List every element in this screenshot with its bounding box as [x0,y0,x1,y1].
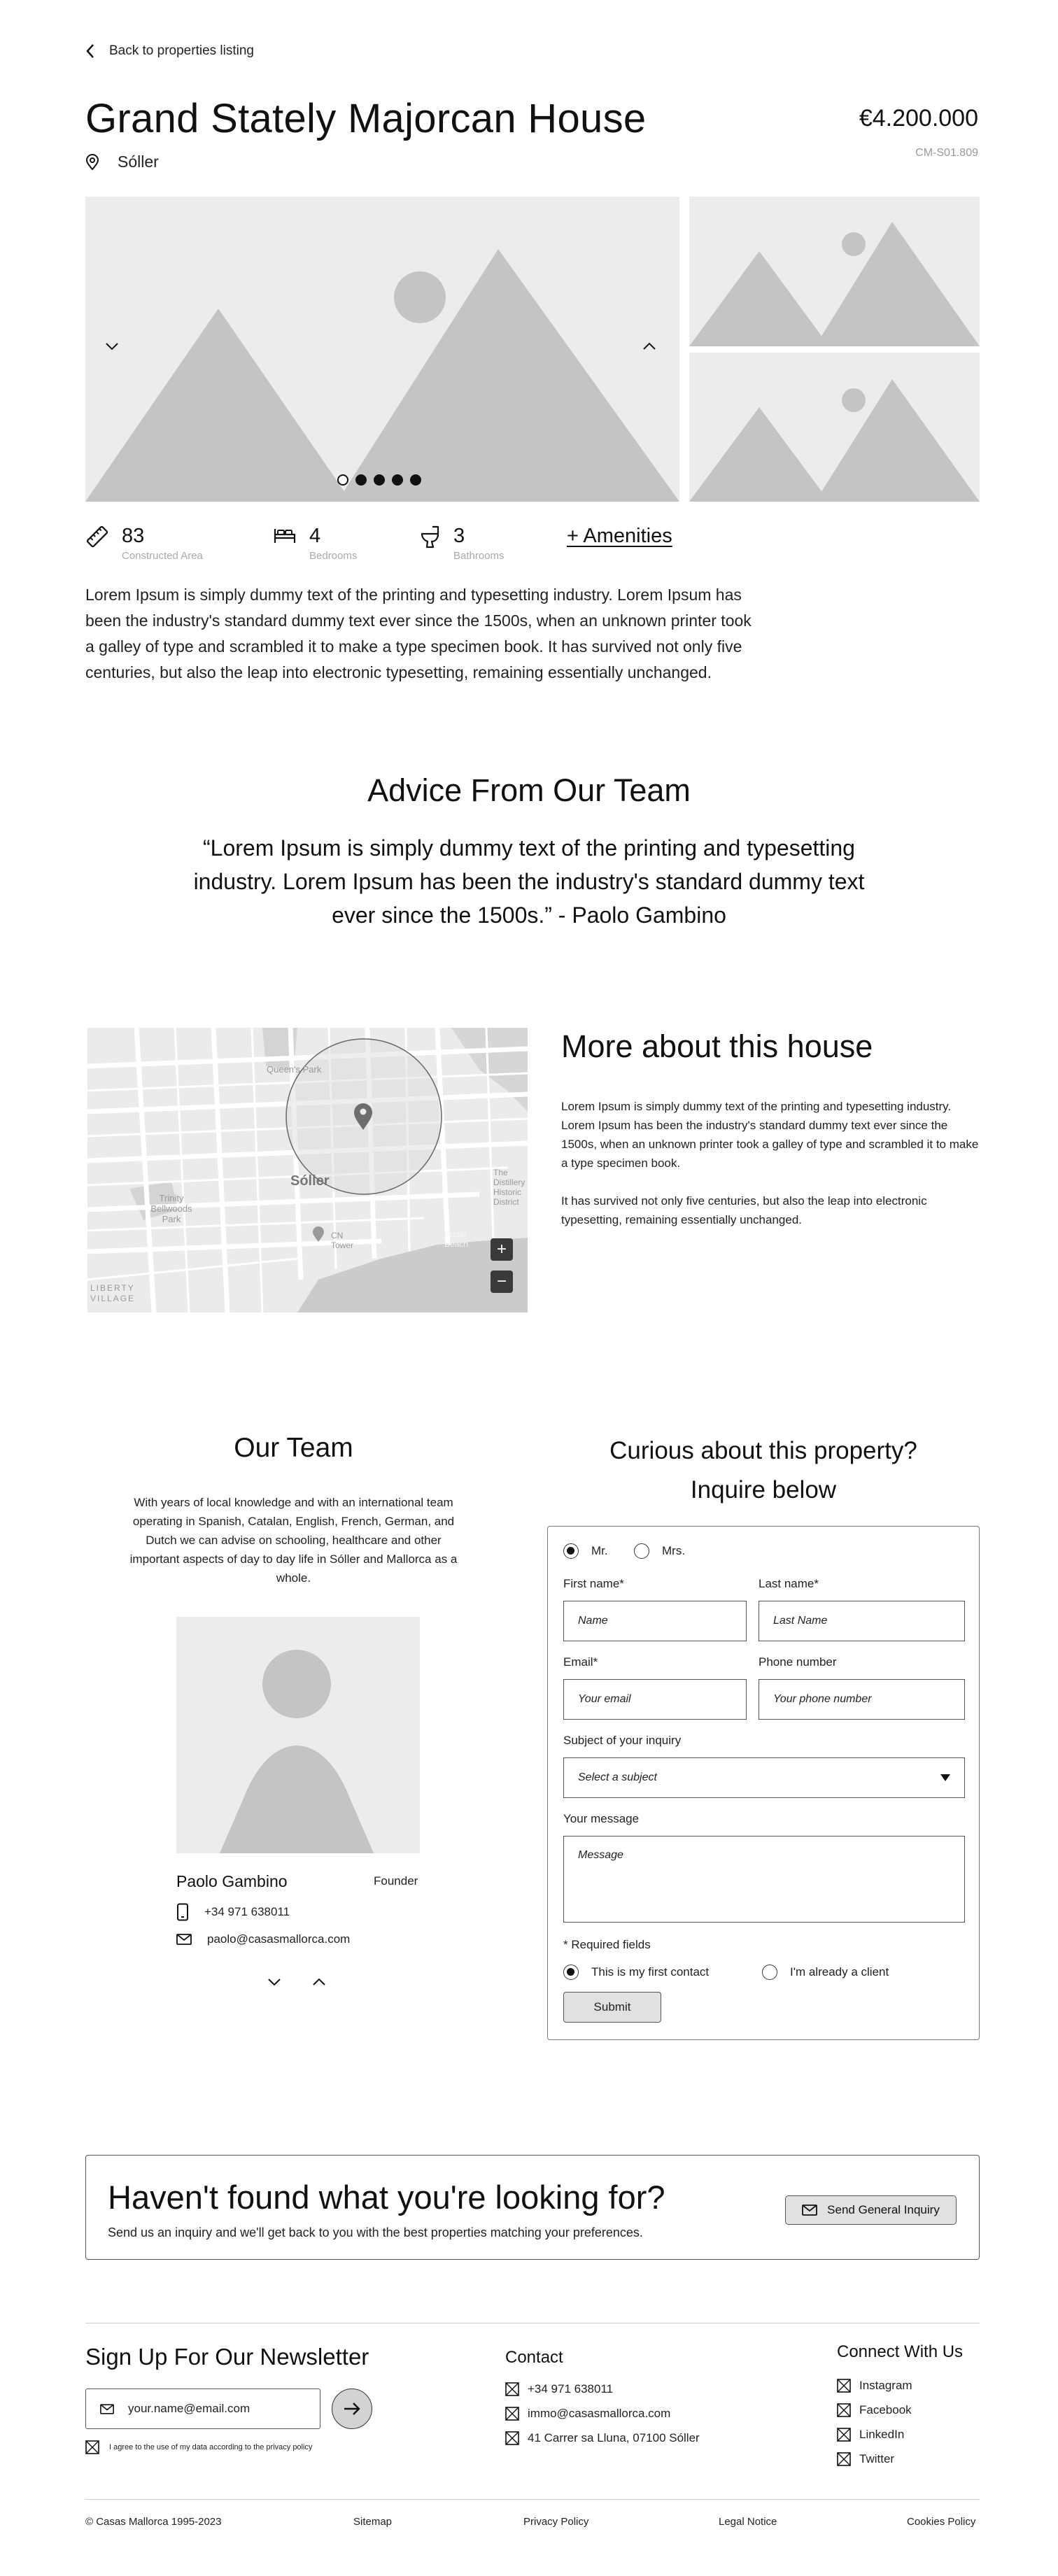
image-placeholder-icon [689,353,980,502]
radio-button[interactable] [563,1543,579,1559]
location-map[interactable] [87,1028,528,1312]
chevron-up-icon [642,342,656,351]
gallery-main-image[interactable] [85,197,679,502]
ruler-icon [85,525,109,549]
radio-label: I'm already a client [790,1965,889,1979]
newsletter-submit-button[interactable] [332,2389,372,2429]
first-name-field[interactable]: Name [563,1601,747,1641]
email-field[interactable]: Your email [563,1679,747,1720]
member-phone-text: +34 971 638011 [204,1905,290,1918]
phone-icon [176,1903,189,1921]
radio-label: Mr. [591,1544,608,1557]
required-note: * Required fields [563,1938,651,1951]
image-placeholder-icon [85,197,679,502]
title-radio-mrs[interactable] [634,1543,685,1559]
banner-text: Send us an inquiry and we'll get back to you with the best properties matching your preferences. [108,2225,643,2239]
gallery-dot[interactable] [374,474,385,486]
subject-label: Subject of your inquiry [563,1734,682,1747]
map-label-distillery: The Distillery Historic District [493,1168,526,1207]
mail-icon [100,2404,114,2414]
radio-button[interactable] [563,1965,579,1980]
spec-value: 3 [453,525,465,547]
subject-select[interactable] [563,1757,965,1798]
gallery-dot[interactable] [337,474,348,486]
newsletter-email-placeholder: your.name@email.com [128,2402,251,2415]
team-heading: Our Team [234,1433,353,1463]
consent-label: I agree to the use of my data according to the privacy policy [109,2443,313,2451]
more-heading: More about this house [561,1028,873,1064]
toilet-icon [420,525,441,549]
submit-button[interactable]: Submit [563,1992,661,2023]
chevron-left-icon [85,43,95,59]
checkbox-icon[interactable] [85,2440,99,2454]
team-text: With years of local knowledge and with an international team operating in Spanish, Catalan, English, French, German, and Dutch we can advise on schooling, healthcare and other important aspects of day to day life in Sóller and Mallorca as a whole. [129,1496,458,1585]
gallery-dot[interactable] [392,474,403,486]
map-label-liberty: LIBERTY VILLAGE [90,1283,136,1303]
gallery-dot[interactable] [410,474,421,486]
connect-heading: Connect With Us [837,2342,964,2361]
social-twitter[interactable] [837,2452,912,2466]
message-field[interactable]: Message [563,1836,965,1923]
map-label-trinity: Trinity Bellwoods Park [150,1193,192,1224]
map-label-soller: Sóller [290,1173,330,1189]
message-label: Your message [563,1812,640,1825]
spec-bedrooms [273,525,357,562]
instagram-icon [837,2379,851,2393]
property-description: Lorem Ipsum is simply dummy text of the printing and typesetting industry. Lorem Ipsum has been the industry's standard dummy text ever since the 1500s, when an unknown printer took a galley of type and scrambled it to make a type specimen book. It has survived not only five centuries, but also the leap into electronic typesetting, remaining essentially unchanged. [85,586,752,681]
radio-label: Mrs. [662,1544,686,1557]
contact-item-label: +34 971 638011 [528,2382,614,2395]
last-name-field[interactable]: Last Name [759,1601,965,1641]
phone-field[interactable]: Your phone number [759,1679,965,1720]
team-prev-button[interactable] [260,1968,288,1996]
person-placeholder-icon [176,1617,420,1853]
property-title: Grand Stately Majorcan House [85,96,647,141]
radio-button[interactable] [762,1965,777,1980]
radio-label: This is my first contact [591,1965,710,1979]
facebook-icon [837,2403,851,2417]
contact-heading: Contact [505,2348,563,2367]
arrow-right-icon [343,2402,361,2416]
mail-icon [505,2407,519,2421]
footer-link-privacy[interactable]: Privacy Policy [523,2516,589,2528]
phone-label: Phone number [759,1655,837,1669]
avatar [176,1617,420,1853]
social-linkedin[interactable] [837,2428,912,2442]
location-icon [505,2431,519,2445]
footer-link-cookies[interactable]: Cookies Policy [907,2516,976,2528]
subject-select-value: Select a subject [578,1771,657,1783]
mail-icon [176,1934,192,1945]
social-facebook[interactable] [837,2403,912,2417]
first-contact-radio[interactable] [563,1965,709,1980]
property-location [85,153,159,171]
back-link[interactable] [85,43,254,59]
general-inquiry-button-label: Send General Inquiry [827,2203,940,2216]
image-placeholder-icon [689,197,980,346]
general-inquiry-button[interactable] [785,2195,957,2225]
location-label: Sóller [118,153,159,171]
newsletter-email-field[interactable] [85,2389,320,2429]
map-label-sugar-beach: Sugar Beach [444,1229,469,1249]
first-name-label: First name* [563,1577,624,1590]
general-inquiry-banner [85,2155,980,2260]
inquiry-form [547,1526,980,2040]
existing-client-radio[interactable] [762,1965,889,1980]
map-zoom-in-button[interactable]: + [491,1238,513,1261]
member-name: Paolo Gambino [176,1872,288,1890]
member-role: Founder [374,1874,418,1888]
copyright: © Casas Mallorca 1995-2023 [85,2516,222,2528]
mail-icon [802,2205,817,2216]
more-paragraph: Lorem Ipsum is simply dummy text of the printing and typesetting industry. Lorem Ipsum has been the industry's standard dummy text ever since the 1500s, when an unknown printer took a galley of type and scrambled it to make a type specimen book. [561,1100,979,1170]
spec-value: 4 [309,525,321,547]
chevron-up-icon [312,1978,326,1986]
spec-label: Bathrooms [453,550,505,562]
contact-list [505,2382,700,2445]
footer-link-sitemap[interactable]: Sitemap [353,2516,393,2528]
bed-icon [273,525,297,546]
map-label-queens-park: Queen's Park [267,1064,322,1075]
member-email-text: paolo@casasmallorca.com [207,1932,351,1946]
last-name-label: Last name* [759,1577,819,1590]
twitter-icon [837,2452,851,2466]
location-pin-icon [85,154,99,171]
gallery-dots [337,474,421,486]
amenities-link[interactable]: + Amenities [567,525,672,547]
inquiry-heading-line1: Curious about this property? [609,1437,917,1464]
banner-heading: Haven't found what you're looking for? [108,2179,665,2216]
chevron-down-icon [105,342,119,351]
advice-heading: Advice From Our Team [367,772,691,808]
spec-value: 83 [122,525,145,547]
member-email[interactable] [176,1932,350,1946]
social-instagram[interactable] [837,2379,912,2393]
map-label-cn-tower: CN Tower [331,1231,354,1250]
team-next-button[interactable] [305,1968,333,1996]
property-price: €4.200.000 [859,105,978,132]
contact-address[interactable] [505,2431,700,2445]
gallery-dot[interactable] [355,474,367,486]
contact-phone[interactable] [505,2382,700,2396]
phone-icon [505,2382,519,2396]
social-list [837,2379,912,2466]
map-zoom-out-button[interactable]: − [491,1271,513,1293]
advice-quote: “Lorem Ipsum is simply dummy text of the printing and typesetting industry. Lorem Ipsum has been the industry's standard dummy text ever since the 1500s.” - Paolo Gambino [193,835,865,928]
gallery-prev-button[interactable] [98,332,126,360]
divider [85,2499,980,2500]
more-text [561,1097,981,1229]
spec-area [85,525,203,562]
social-label: Instagram [859,2379,912,2392]
spec-label: Bedrooms [309,550,358,562]
back-link-label: Back to properties listing [109,43,254,58]
newsletter-heading: Sign Up For Our Newsletter [85,2344,369,2370]
contact-item-label: immo@casasmallorca.com [528,2407,671,2420]
chevron-down-icon [267,1978,281,1986]
social-label: Facebook [859,2403,912,2416]
more-paragraph: It has survived not only five centuries, but also the leap into electronic typesetting, remaining essentially unchanged. [561,1194,927,1226]
member-phone[interactable] [176,1903,290,1921]
spec-label: Constructed Area [122,550,203,562]
gallery-thumb[interactable] [689,353,980,502]
spec-bathrooms [420,525,505,562]
title-radio-mr[interactable] [563,1543,608,1559]
inquiry-heading [547,1431,980,1510]
gallery-next-button[interactable] [635,332,663,360]
social-label: LinkedIn [859,2428,905,2441]
newsletter-consent[interactable] [85,2440,312,2454]
email-label: Email* [563,1655,598,1669]
inquiry-heading-line2: Inquire below [690,1476,837,1503]
footer-link-legal[interactable]: Legal Notice [719,2516,777,2528]
property-ref: CM-S01.809 [915,147,978,159]
social-label: Twitter [859,2452,895,2465]
contact-email[interactable] [505,2407,700,2421]
caret-down-icon [940,1774,950,1781]
gallery-thumb[interactable] [689,197,980,346]
contact-item-label: 41 Carrer sa Lluna, 07100 Sóller [528,2431,700,2444]
linkedin-icon [837,2428,851,2442]
radio-button[interactable] [634,1543,649,1559]
